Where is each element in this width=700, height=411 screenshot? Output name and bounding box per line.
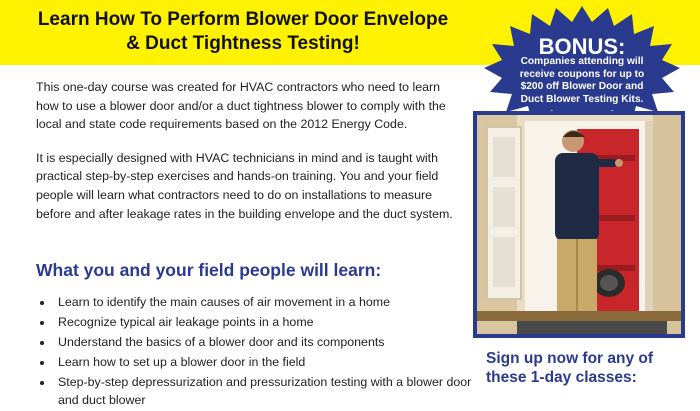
list-item: • Recognize typical air leakage points in a home [54,313,474,331]
banner-title-line2: & Duct Tightness Testing! [126,33,360,54]
course-description [36,78,456,238]
intro-paragraph-2: It is especially designed with HVAC technicians in mind and is taught with practical step-by-step exercises and hands-on training. You and your field people will learn what contractors need to do on installations to measure before and after leakage rates in the building envelope and the duct system. [36,150,453,221]
list-item: • Understand the basics of a blower door and its components [54,333,474,351]
banner-title [18,8,468,56]
bonus-text: Companies attending will receive coupons for up to $200 off Blower Door and Duct Blower Testing Kits. [519,56,645,105]
intro-paragraph-1: This one-day course was created for HVAC contractors who need to learn how to use a blower door and/or a duct tightness blower to comply with the local and state code requirements based on the 2012 Energy Code. [36,80,446,132]
list-item: • Learn how to set up a blower door in the field [54,353,474,371]
list-item: • Learn to identify the main causes of air movement in a home [54,293,474,311]
learn-heading: What you and your field people will learn: [36,260,382,280]
sidebar [472,0,700,401]
blower-door-photo-icon [477,115,681,334]
signup-callout [486,349,696,387]
bonus-title: BONUS: [538,34,626,59]
learn-list [36,293,474,411]
signup-line-2: these 1-day classes: [486,369,637,386]
photo-frame [473,111,685,338]
list-item: • Step-by-step depressurization and pressurization testing with a blower door and duct blower [54,373,474,409]
banner-title-line1: Learn How To Perform Blower Door Envelope [37,9,449,30]
signup-line-1: Sign up now for any of [486,350,654,367]
